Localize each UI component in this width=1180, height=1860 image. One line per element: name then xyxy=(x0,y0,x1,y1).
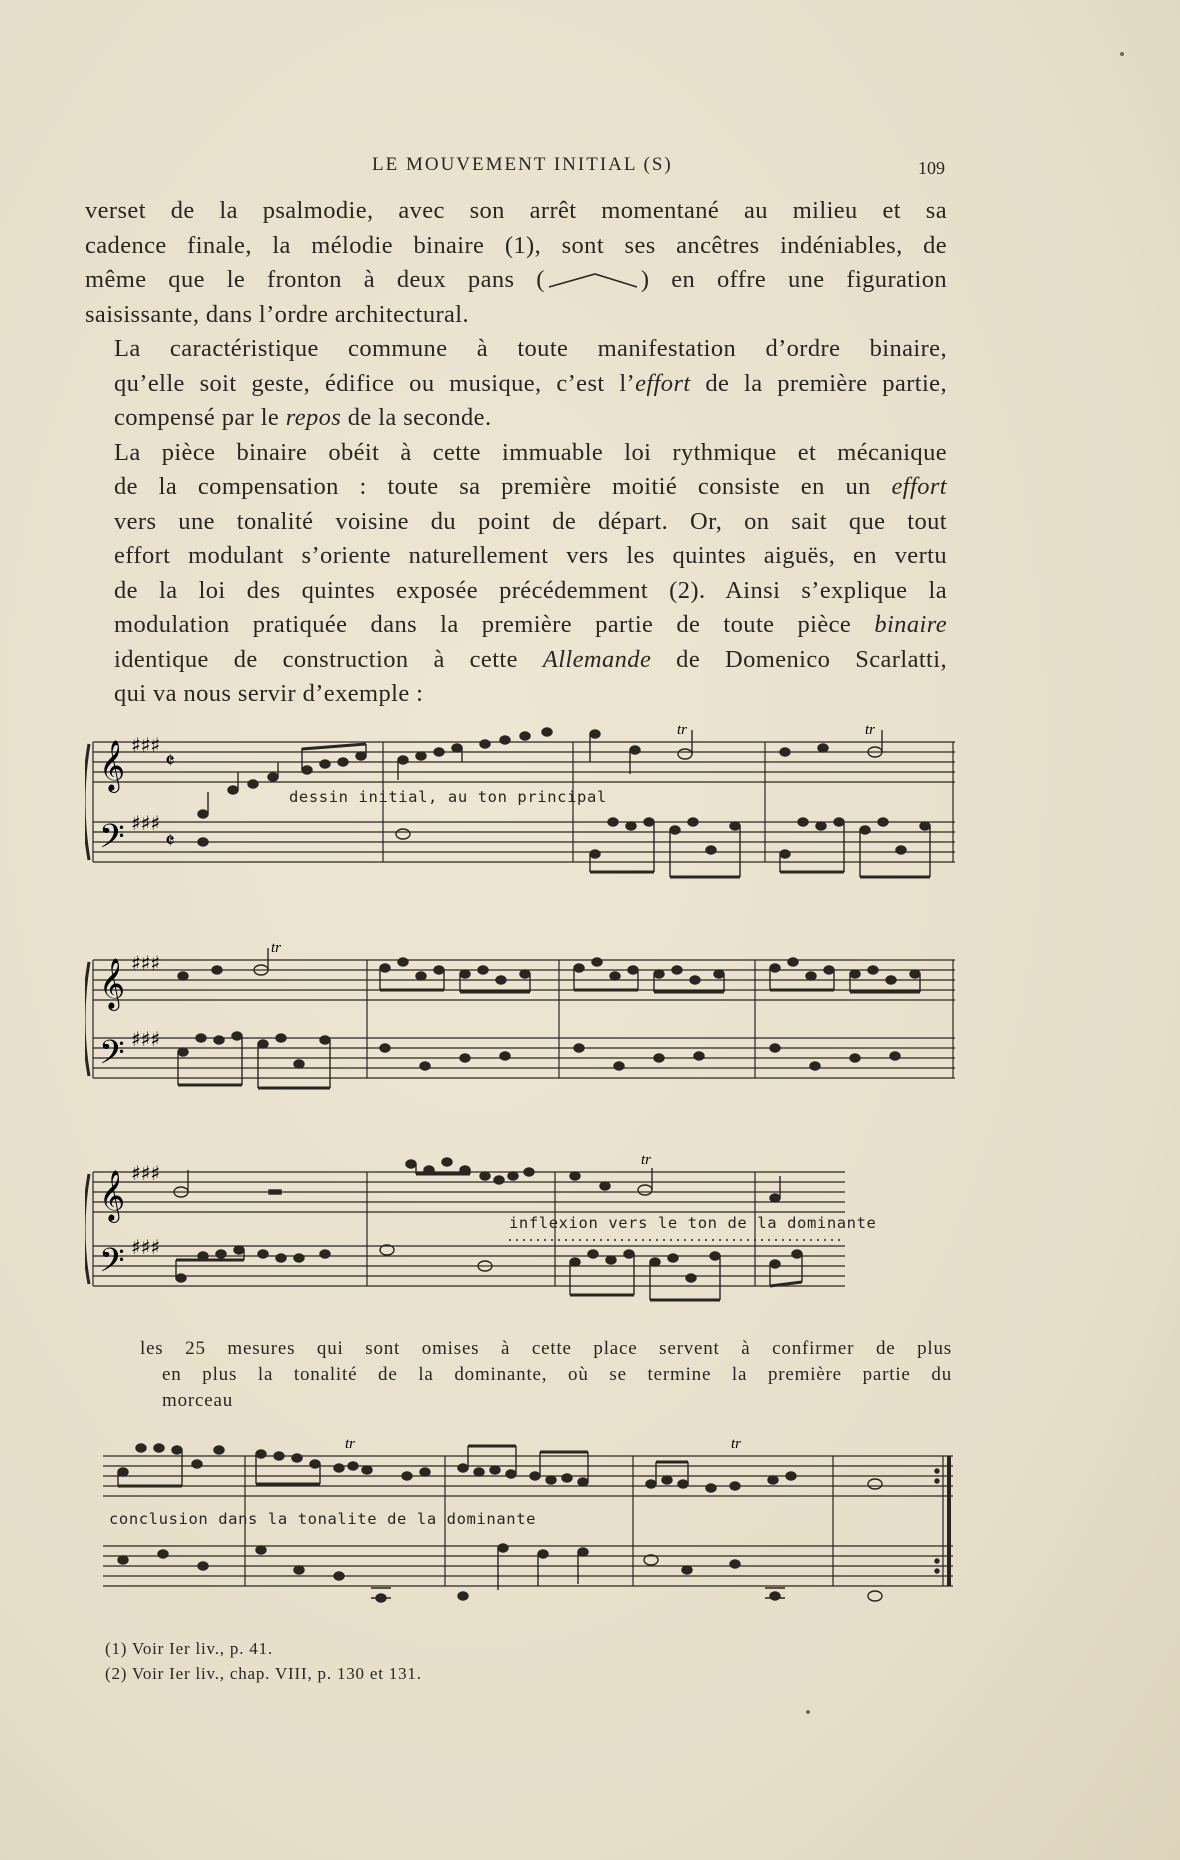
text-line: cadence finale, la mélodie binaire (1), sont ses ancêtres indéniables, de xyxy=(85,231,947,259)
running-title: LE MOUVEMENT INITIAL (S) xyxy=(372,154,673,175)
page-number: 109 xyxy=(918,158,945,178)
text-line: La pièce binaire obéit à cette immuable loi rythmique et mécanique xyxy=(114,438,947,466)
grand-staff xyxy=(85,1150,955,1320)
annotation-dominant-inflection: inflexion vers le ton de la dominante xyxy=(509,1214,877,1232)
body-text xyxy=(85,194,947,712)
svg-text:♯♯♯: ♯♯♯ xyxy=(131,1161,161,1185)
text-line: identique de construction à cette Allemande de Domenico Scarlatti, xyxy=(114,645,947,673)
svg-text:♯♯♯: ♯♯♯ xyxy=(131,1235,161,1259)
svg-text:𝄞: 𝄞 xyxy=(99,740,126,791)
paragraph-2 xyxy=(85,332,947,436)
svg-text:♯♯♯: ♯♯♯ xyxy=(131,811,161,835)
music-system-4 xyxy=(85,1436,955,1616)
text-line: même que le fronton à deux pans ( ) en offre une figuration xyxy=(85,266,947,293)
trill-mark: tr xyxy=(677,722,688,738)
paragraph-3 xyxy=(85,436,947,712)
svg-text:𝄢: 𝄢 xyxy=(99,1242,125,1288)
svg-text:𝄢: 𝄢 xyxy=(99,1034,125,1080)
music-system-3 xyxy=(85,1150,955,1320)
music-system-2 xyxy=(85,940,955,1090)
text-line: qui va nous servir d’exemple : xyxy=(114,680,424,707)
footnotes xyxy=(105,1636,422,1686)
text-line: La caractéristique commune à toute manifestation d’ordre binaire, xyxy=(114,335,947,362)
svg-text:♯♯♯: ♯♯♯ xyxy=(131,1027,161,1051)
pediment-figure-icon xyxy=(545,269,641,291)
text-line: saisissante, dans l’ordre architectural. xyxy=(85,300,470,328)
svg-text:♯♯♯: ♯♯♯ xyxy=(131,951,161,975)
music-system-1 xyxy=(85,722,955,882)
svg-text:𝄵: 𝄵 xyxy=(165,749,175,774)
grand-staff xyxy=(85,940,955,1090)
text-line: qu’elle soit geste, édifice ou musique, c’est l’effort de la première partie, xyxy=(114,369,947,397)
trill-mark: tr xyxy=(271,940,282,956)
caption-line: en plus la tonalité de la dominante, où se termine la première partie du xyxy=(162,1364,952,1385)
svg-text:𝄞: 𝄞 xyxy=(99,958,126,1009)
annotation-initial-design: dessin initial, au ton principal xyxy=(289,788,607,806)
omission-caption xyxy=(140,1336,952,1414)
svg-text:𝄢: 𝄢 xyxy=(99,818,125,864)
paper-speck xyxy=(806,1710,810,1714)
svg-text:𝄵: 𝄵 xyxy=(165,829,175,854)
running-header xyxy=(0,150,1180,184)
text-line: de la loi des quintes exposée précédemment (2). Ainsi s’explique la xyxy=(114,576,947,604)
caption-line: les 25 mesures qui sont omises à cette place servent à confirmer de plus xyxy=(140,1338,952,1359)
text-line: vers une tonalité voisine du point de départ. Or, on sait que tout xyxy=(114,507,947,535)
trill-mark: tr xyxy=(345,1436,356,1452)
trill-mark: tr xyxy=(865,722,876,738)
text-line: verset de la psalmodie, avec son arrêt momentané au milieu et sa xyxy=(85,197,947,224)
text-line: de la compensation : toute sa première moitié consiste en un effort xyxy=(114,473,947,500)
caption-line: morceau xyxy=(162,1390,234,1411)
text-line: modulation pratiquée dans la première partie de toute pièce binaire xyxy=(114,611,947,638)
footnote-1: (1) Voir Ier liv., p. 41. xyxy=(105,1639,273,1658)
trill-mark: tr xyxy=(731,1436,742,1452)
trill-mark: tr xyxy=(641,1152,652,1168)
text-line: compensé par le repos de la seconde. xyxy=(114,404,492,431)
text-line: effort modulant s’oriente naturellement vers les quintes aiguës, en vertu xyxy=(114,542,947,569)
footnote-2: (2) Voir Ier liv., chap. VIII, p. 130 et 131. xyxy=(105,1664,422,1683)
annotation-dominant-conclusion: conclusion dans la tonalite de la dominante xyxy=(109,1510,537,1528)
paragraph-1 xyxy=(85,194,947,332)
paper-speck xyxy=(1120,52,1124,56)
svg-text:𝄞: 𝄞 xyxy=(99,1170,126,1221)
svg-text:♯♯♯: ♯♯♯ xyxy=(131,733,161,757)
